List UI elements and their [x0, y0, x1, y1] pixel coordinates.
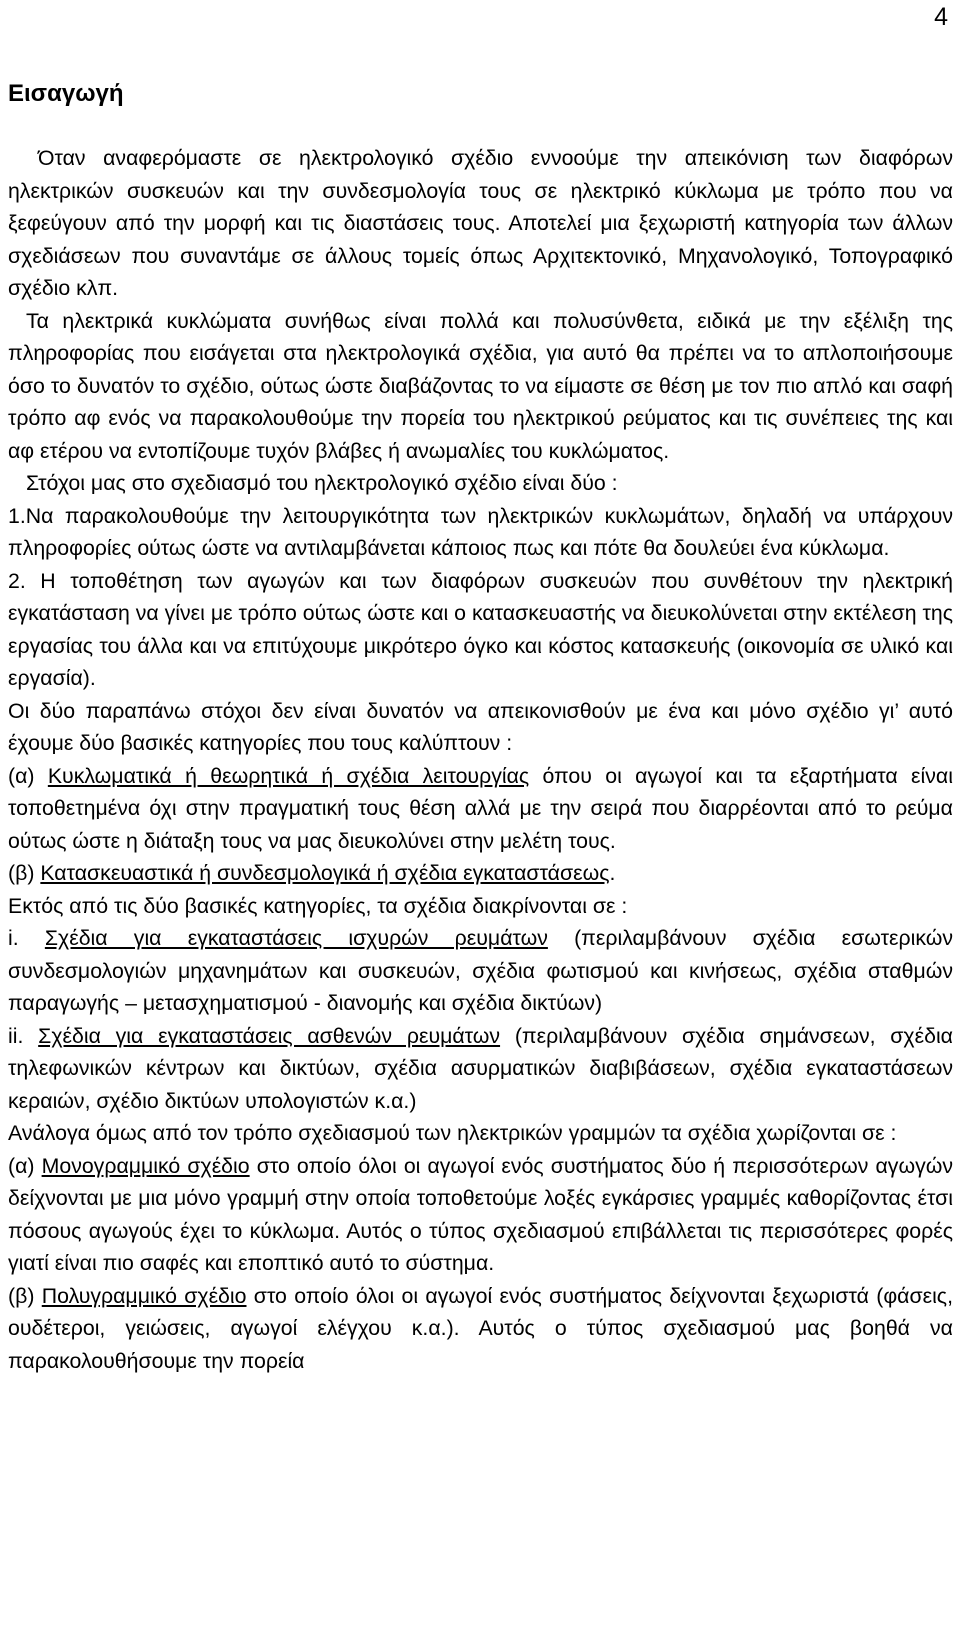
monoline-text: στο οποίο όλοι οι αγωγοί ενός συστήματος δύο ή περισσότερων αγωγών δείχνονται με μια μόνο γραμμή στην οποία τοποθετούμε λοξές εγκάρσιες γραμμές καθορίζοντας έτσι πόσους αγωγούς έχει το κύκλωμα. Αυτός ο τύπος σχεδιασμού επιβάλλεται τις περισσότερες φορές γιατί είναι πιο σαφές και εποπτικό αυτό το σύστημα. [8, 1153, 954, 1275]
paragraph-category-a [8, 760, 953, 858]
item-ii-term: Σχέδια για εγκαταστάσεις ασθενών ρευμάτων [38, 1023, 501, 1048]
paragraph-item-i [8, 922, 953, 1020]
multiline-term: Πολυγραμμικό σχέδιο [41, 1283, 247, 1308]
page-number: 4 [934, 3, 948, 31]
paragraph-depending: Ανάλογα όμως από τον τρόπο σχεδιασμού των ηλεκτρικών γραμμών τα σχέδια χωρίζονται σε : [8, 1121, 897, 1145]
category-a-term: Κυκλωματικά ή θεωρητικά ή σχέδια λειτουργίας [47, 763, 530, 788]
category-a-prefix: (α) [8, 763, 48, 788]
item-i-text: (περιλαμβάνουν σχέδια εσωτερικών συνδεσμολογιών μηχανημάτων και συσκευών, σχέδια φωτισμού και κινήσεως, σχέδια σταθμών παραγωγής – μετασχηματισμού - διανομής και σχέδια δικτύων) [8, 926, 953, 1015]
multiline-text: στο οποίο όλοι οι αγωγοί ενός συστήματος δείχνονται ξεχωριστά (φάσεις, ουδέτεροι, γειώσεις, αγωγοί ελέγχου κ.α.). Αυτός ο τύπος σχεδιασμού μας βοηθά να παρακολουθήσουμε την πορεία [8, 1283, 953, 1373]
category-b-prefix: (β) [8, 861, 41, 885]
paragraph-goal-1: 1.Να παρακολουθούμε την λειτουργικότητα των ηλεκτρικών κυκλωμάτων, δηλαδή να υπάρχουν πληροφορίες ούτως ώστε να αντιλαμβάνεται κάποιος πως και πότε θα δουλεύει ένα κύκλωμα. [8, 503, 953, 560]
monoline-term: Μονογραμμικό σχέδιο [41, 1153, 250, 1178]
category-b-text: . [609, 861, 616, 885]
paragraph-item-ii [8, 1020, 953, 1118]
paragraph-multiline [8, 1280, 953, 1378]
item-i-prefix: i. [8, 926, 45, 950]
monoline-prefix: (α) [8, 1153, 42, 1178]
paragraph-category-b [8, 857, 953, 890]
category-b-term: Κατασκευαστικά ή συνδεσμολογικά ή σχέδια εγκαταστάσεως [40, 861, 610, 885]
paragraph-two-goals: Οι δύο παραπάνω στόχοι δεν είναι δυνατόν να απεικονισθούν με ένα και μόνο σχέδιο γι’ αυτό έχουμε δύο βασικές κατηγορίες που τους καλύπτουν : [8, 698, 953, 755]
paragraph-circuits: Τα ηλεκτρικά κυκλώματα συνήθως είναι πολλά και πολυσύνθετα, ειδικά με την εξέλιξη της πληροφορίας που εισάγεται στα ηλεκτρολογικά σχέδια, για αυτό θα πρέπει να το απλοποιήσουμε όσο το δυνατόν το σχέδιο, ούτως ώστε διαβάζοντας το να είμαστε σε θέση με τον πιο απλό και σαφή τρόπο αφ ενός να παρακολουθούμε την πορεία του ηλεκτρικού ρεύματος και τις συνέπειες της και αφ ετέρου να εντοπίζουμε τυχόν βλάβες ή ανωμαλίες του κυκλώματος. [8, 308, 953, 463]
section-heading: Εισαγωγή [8, 80, 124, 107]
document-body [8, 142, 953, 1377]
paragraph-goal-2: 2. Η τοποθέτηση των αγωγών και των διαφόρων συσκευών που συνθέτουν την ηλεκτρική εγκατάσταση να γίνει με τρόπο ούτως ώστε και ο κατασκευαστής να διευκολύνεται στην εκτέλεση της εργασίας του άλλα και να επιτύχουμε μικρότερο όγκο και κόστος κατασκευής (οικονομία σε υλικό και εργασία). [8, 568, 953, 690]
paragraph-besides: Εκτός από τις δύο βασικές κατηγορίες, τα σχέδια διακρίνονται σε : [8, 893, 628, 918]
item-ii-text: (περιλαμβάνουν σχέδια σημάνσεων, σχέδια τηλεφωνικών κέντρων και δικτύων, σχέδια ασυρματικών διαβιβάσεων, σχέδια εγκαταστάσεων κεραιών, σχέδιο δικτύων υπολογιστών κ.α.) [8, 1023, 953, 1113]
item-ii-prefix: ii. [8, 1023, 39, 1048]
item-i-term: Σχέδια για εγκαταστάσεις ισχυρών ρευμάτων [44, 926, 548, 950]
paragraph-monoline [8, 1150, 953, 1280]
paragraph-intro: Όταν αναφερόμαστε σε ηλεκτρολογικό σχέδιο εννοούμε την απεικόνιση των διαφόρων ηλεκτρικών συσκευών και την συνδεσμολογία τους σε ηλεκτρικό κύκλωμα με τρόπο που να ξεφεύγουν από την μορφή και τις διαστάσεις τους. Αποτελεί μια ξεχωριστή κατηγορία των άλλων σχεδιάσεων που συναντάμε σε άλλους τομείς όπως Αρχιτεκτονικό, Μηχανολογικό, Τοπογραφικό σχέδιο κλπ. [8, 146, 953, 300]
category-a-text: όπου οι αγωγοί και τα εξαρτήματα είναι τοποθετημένα όχι στην πραγματική τους θέση αλλά με την σειρά που διαρρέονται από το ρεύμα ούτως ώστε η διάταξη τους να μας διευκολύνει στην μελέτη τους. [8, 763, 953, 853]
multiline-prefix: (β) [8, 1283, 42, 1308]
paragraph-goals-intro: Στόχοι μας στο σχεδιασμό του ηλεκτρολογικό σχέδιο είναι δύο : [26, 471, 618, 495]
